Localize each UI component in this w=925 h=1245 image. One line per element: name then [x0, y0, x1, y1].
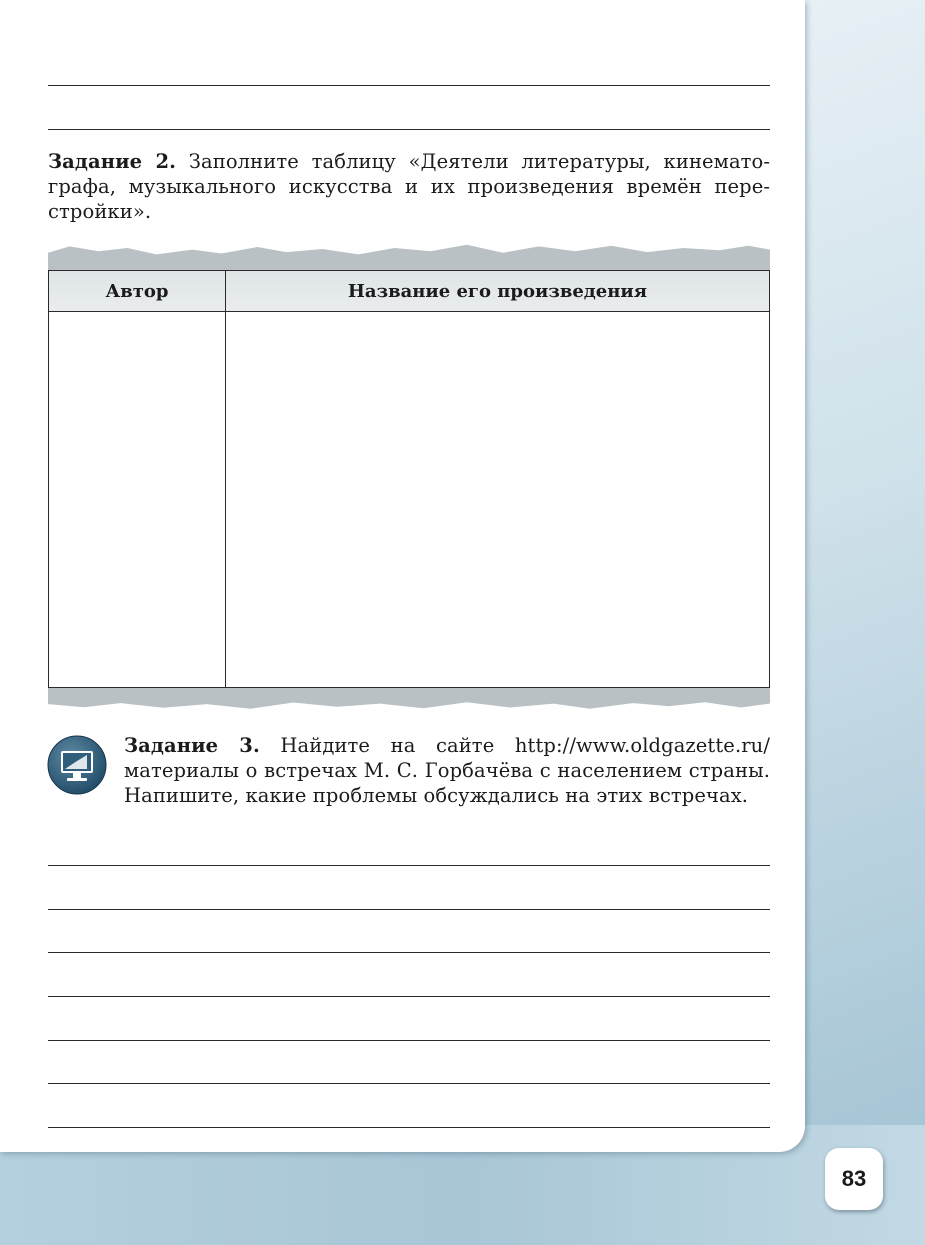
answer-line[interactable]	[48, 129, 770, 130]
answer-line[interactable]	[48, 85, 770, 86]
fill-in-table	[48, 270, 770, 688]
answer-line[interactable]	[48, 1127, 770, 1128]
page-number-badge: 83	[825, 1148, 883, 1210]
task-2-text: Заполните таблицу «Деятели литературы, кинематографа, музыкального искусства и их произведения времён перестройки».	[48, 150, 770, 223]
torn-paper-strip-top	[48, 240, 770, 272]
answer-line[interactable]	[48, 952, 770, 953]
task-2-label: Задание 2.	[48, 150, 177, 173]
answer-line[interactable]	[48, 996, 770, 997]
answer-line[interactable]	[48, 909, 770, 910]
task-3-text: Найдите на сайте http://www.oldgazette.ru/ материалы о встречах М. С. Горбачёва с населением страны. Напишите, какие проблемы обсуждались на этих встречах.	[124, 734, 770, 807]
table-header-work-title: Название его произведения	[347, 281, 648, 302]
answer-line[interactable]	[48, 1083, 770, 1084]
answer-line[interactable]	[48, 865, 770, 866]
table-cell-work-title[interactable]	[226, 312, 769, 687]
table-header-author: Автор	[105, 281, 169, 302]
computer-monitor-icon	[47, 735, 107, 795]
task-3	[124, 733, 770, 808]
task-3-label: Задание 3.	[124, 734, 260, 757]
task-2	[48, 149, 770, 224]
answer-line[interactable]	[48, 1040, 770, 1041]
table-cell-author[interactable]	[49, 312, 225, 687]
torn-paper-strip-bottom	[48, 688, 770, 714]
background-right-shard	[785, 0, 925, 1245]
